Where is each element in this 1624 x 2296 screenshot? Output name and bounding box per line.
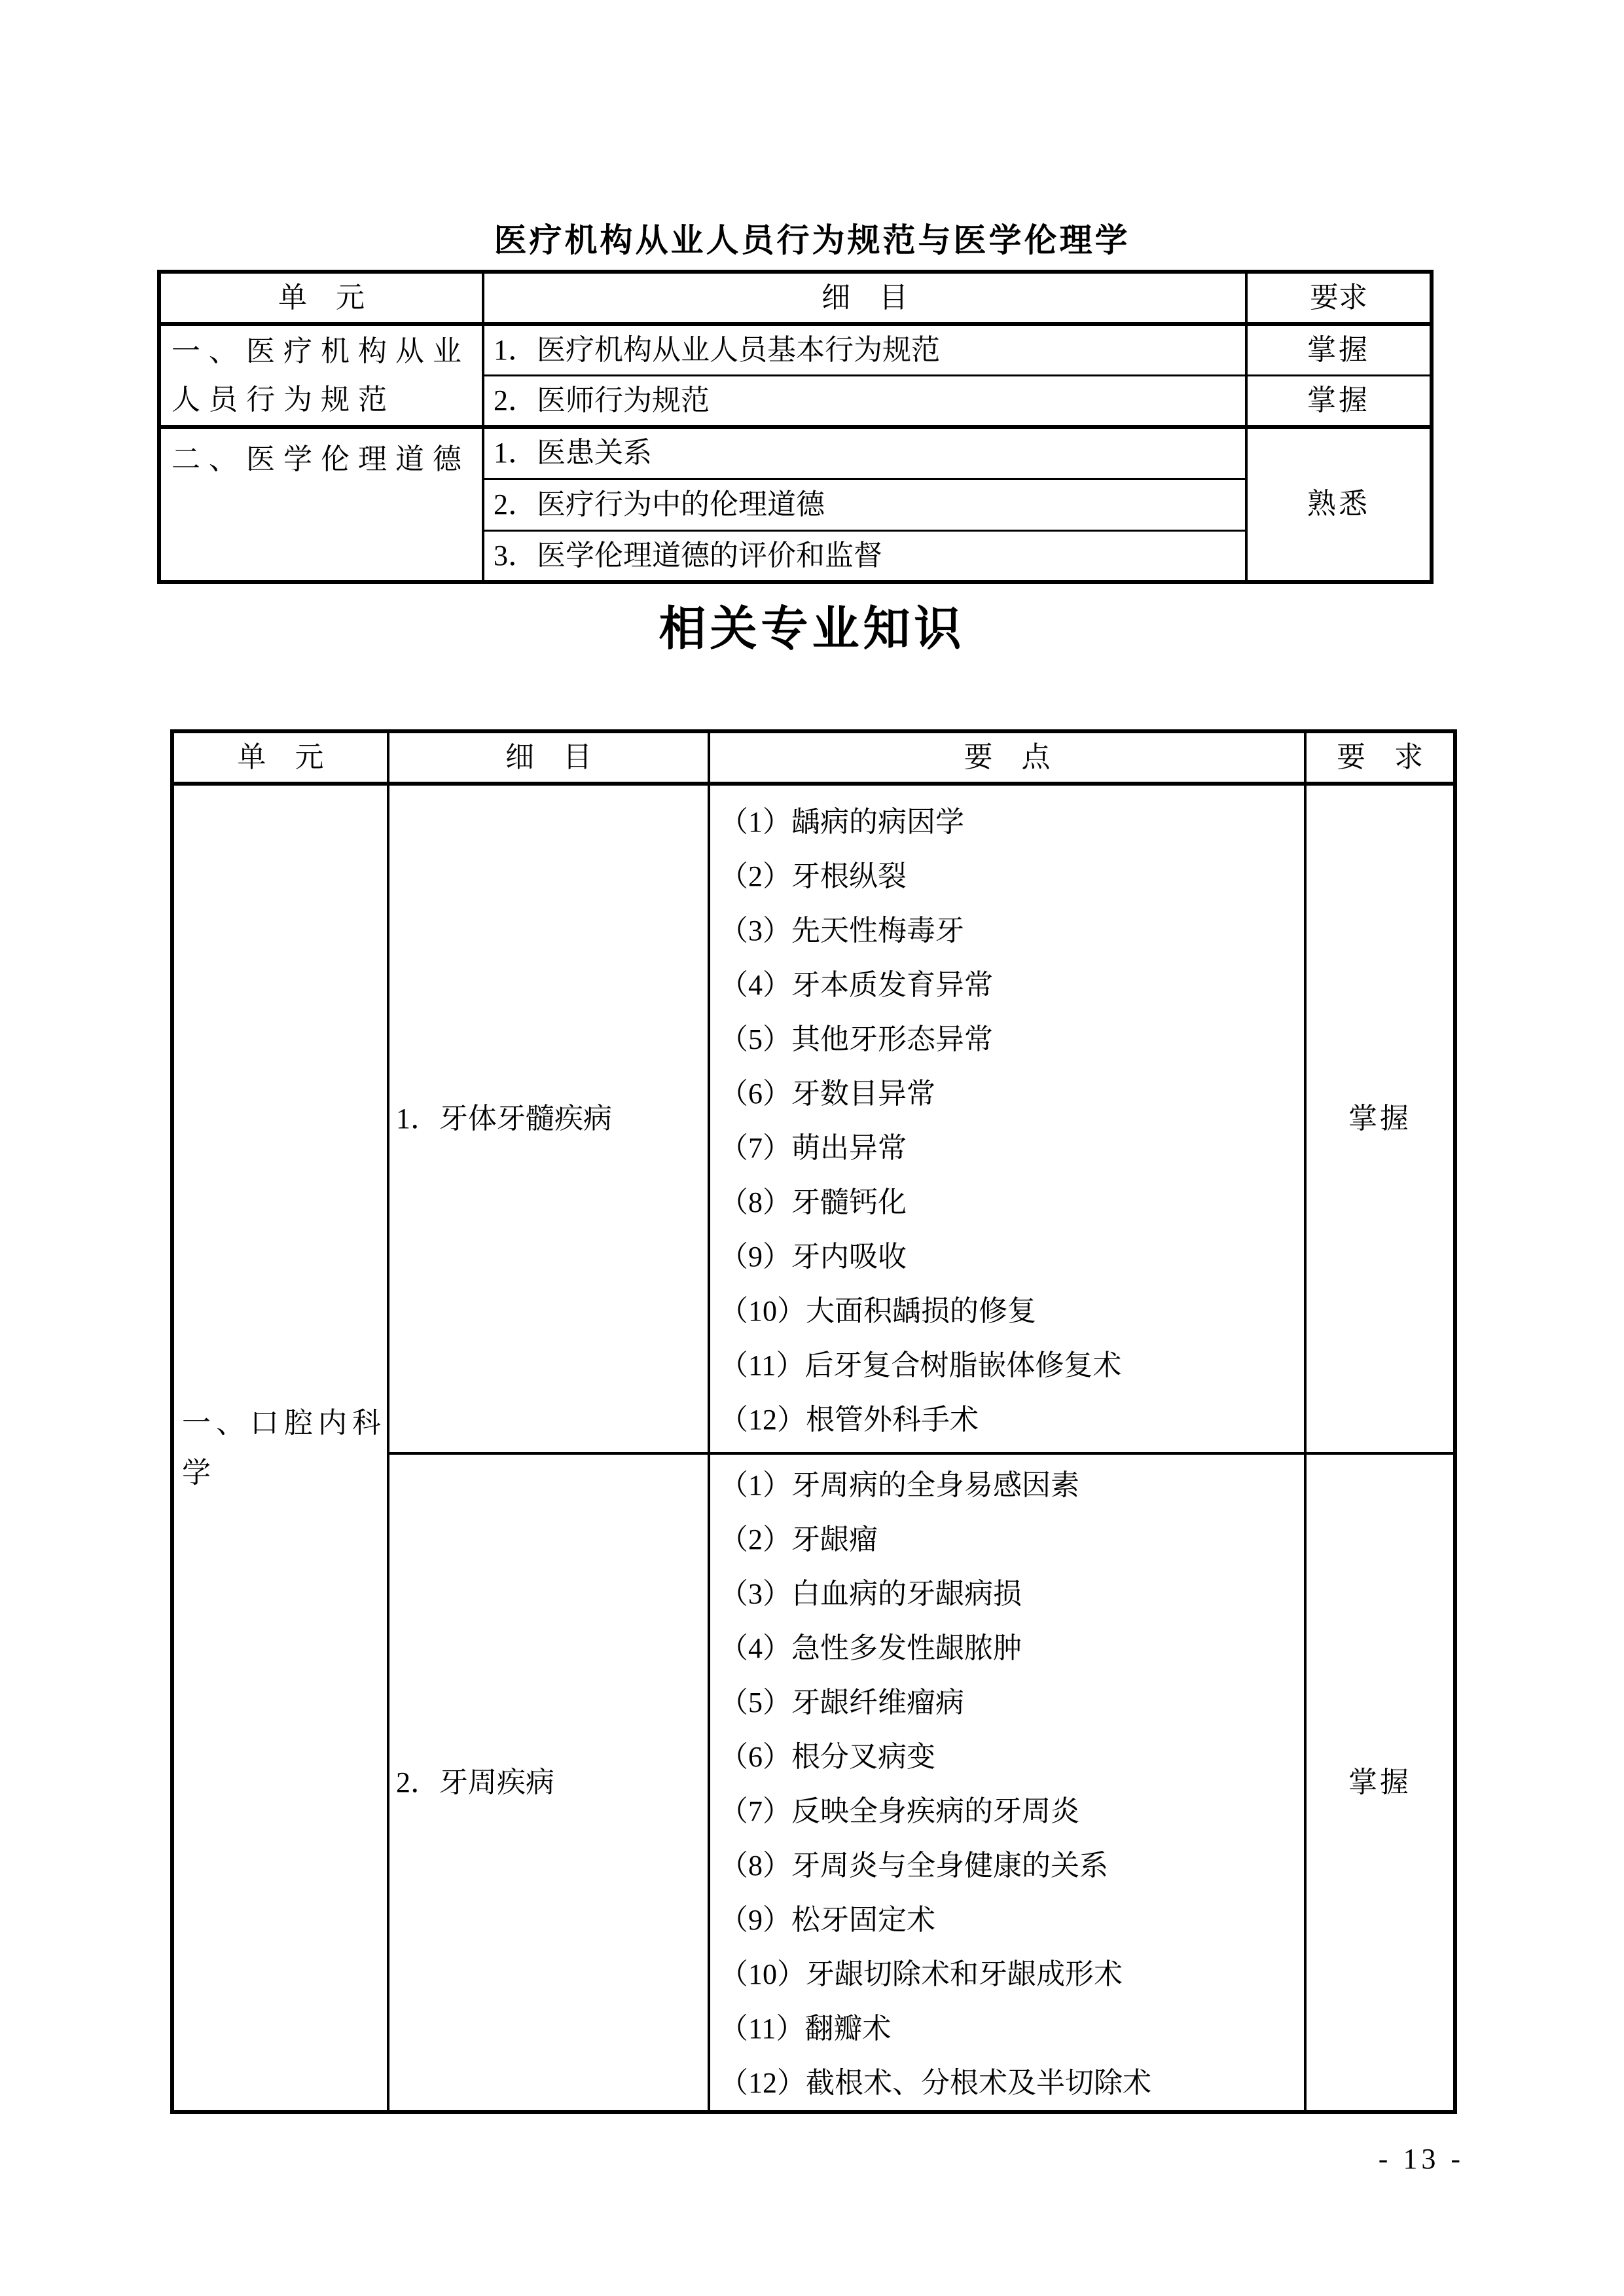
behavior-ethics-table <box>157 270 1434 584</box>
item-cell: 1．医患关系 <box>483 427 1246 479</box>
point-line: （2）牙龈瘤 <box>719 1523 878 1556</box>
point-line: （5）其他牙形态异常 <box>719 1023 993 1055</box>
point-line: （12）根管外科手术 <box>719 1404 979 1436</box>
point-line: （4）牙本质发育异常 <box>719 969 993 1001</box>
point-line: （10）牙龈切除术和牙龈成形术 <box>719 1958 1123 1990</box>
point-line: （4）急性多发性龈脓肿 <box>719 1632 1022 1664</box>
requirement-cell: 掌握 <box>1305 1453 1455 2112</box>
item-cell: 1．医疗机构从业人员基本行为规范 <box>483 324 1246 376</box>
unit-cell-medical-ethics: 二、医学伦理道德 <box>159 427 483 582</box>
table-header-row <box>159 272 1432 324</box>
item-cell: 3．医学伦理道德的评价和监督 <box>483 530 1246 582</box>
item-cell: 2．医疗行为中的伦理道德 <box>483 479 1246 530</box>
related-knowledge-title: 相关专业知识 <box>659 603 965 655</box>
header-requirement: 要求 <box>1246 272 1432 324</box>
point-line: （12）截根术、分根术及半切除术 <box>719 2067 1151 2099</box>
item-cell: 2．医师行为规范 <box>483 376 1246 428</box>
table-header-row <box>172 731 1455 784</box>
point-line: （3）白血病的牙龈病损 <box>719 1578 1022 1610</box>
page-number: - 13 - <box>1378 2143 1464 2175</box>
header-requirement: 要 求 <box>1305 731 1455 784</box>
table-row <box>172 784 1455 1453</box>
point-line: （8）牙周炎与全身健康的关系 <box>719 1850 1108 1882</box>
header-points: 要 点 <box>709 731 1305 784</box>
point-line: （1）牙周病的全身易感因素 <box>719 1469 1079 1501</box>
point-line: （8）牙髓钙化 <box>719 1186 907 1218</box>
point-line: （11）后牙复合树脂嵌体修复术 <box>719 1349 1122 1381</box>
behavior-ethics-title: 医疗机构从业人员行为规范与医学伦理学 <box>494 222 1130 259</box>
item-cell: 1．牙体牙髓疾病 <box>388 784 709 1453</box>
point-line: （9）牙内吸收 <box>719 1241 907 1273</box>
points-cell <box>709 784 1305 1453</box>
point-line: （3）先天性梅毒牙 <box>719 915 964 947</box>
point-line: （11）翻瓣术 <box>719 2013 892 2045</box>
table-row <box>159 427 1432 479</box>
point-line: （6）根分叉病变 <box>719 1741 935 1773</box>
point-line: （2）牙根纵裂 <box>719 860 907 892</box>
item-cell: 2．牙周疾病 <box>388 1453 709 2112</box>
table-row <box>159 324 1432 376</box>
point-line: （5）牙龈纤维瘤病 <box>719 1686 964 1719</box>
point-line: （7）萌出异常 <box>719 1132 907 1164</box>
requirement-cell: 熟悉 <box>1246 427 1432 582</box>
unit-cell-behavior-norms: 一、医疗机构从业人员行为规范 <box>159 324 483 427</box>
header-item: 细 目 <box>388 731 709 784</box>
related-knowledge-table <box>170 729 1457 2114</box>
points-cell <box>709 1453 1305 2112</box>
unit-cell-oral-medicine: 一、口腔内科学 <box>172 784 388 2112</box>
point-line: （9）松牙固定术 <box>719 1904 935 1936</box>
header-unit: 单 元 <box>172 731 388 784</box>
header-unit: 单 元 <box>159 272 483 324</box>
requirement-cell: 掌握 <box>1246 324 1432 376</box>
point-line: （6）牙数目异常 <box>719 1078 935 1110</box>
point-line: （10）大面积龋损的修复 <box>719 1295 1036 1327</box>
point-line: （1）龋病的病因学 <box>719 806 964 838</box>
requirement-cell: 掌握 <box>1305 784 1455 1453</box>
requirement-cell: 掌握 <box>1246 376 1432 428</box>
header-item: 细 目 <box>483 272 1246 324</box>
point-line: （7）反映全身疾病的牙周炎 <box>719 1795 1079 1827</box>
